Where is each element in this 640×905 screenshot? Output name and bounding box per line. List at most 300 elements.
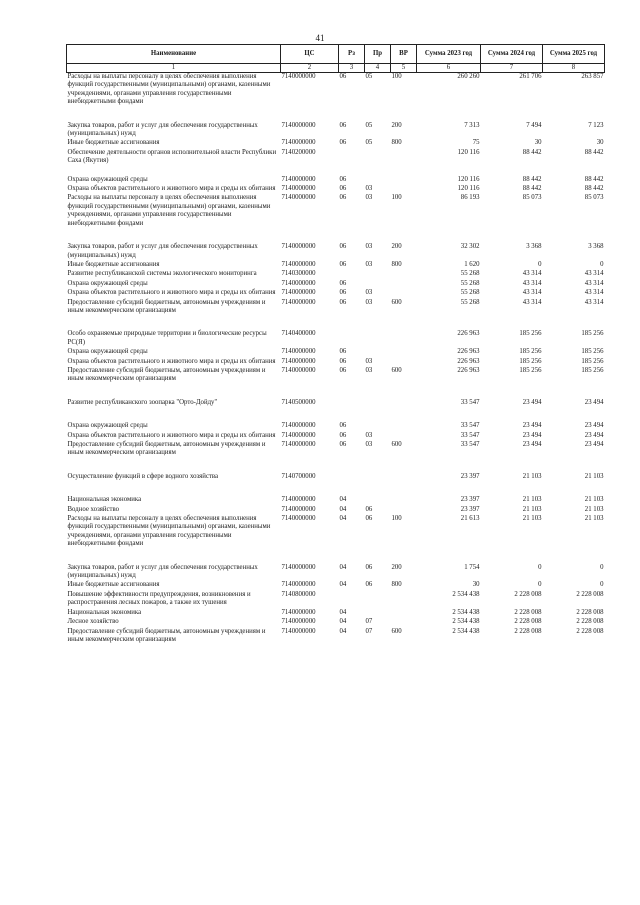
row-sum-2024: 88 442 bbox=[522, 175, 542, 183]
row-cs: 7140000000 bbox=[281, 422, 316, 430]
column-number: 4 bbox=[365, 64, 391, 73]
row-rz: 06 bbox=[339, 289, 347, 297]
row-rz: 06 bbox=[339, 185, 347, 193]
row-rz: 06 bbox=[339, 431, 347, 439]
row-pr bbox=[365, 591, 391, 609]
row-cs: 7140000000 bbox=[281, 139, 316, 147]
row-rz bbox=[339, 473, 365, 496]
row-sum-2024: 21 103 bbox=[522, 496, 542, 504]
row-cs: 7140000000 bbox=[281, 289, 316, 297]
row-sum-2024: 0 bbox=[538, 563, 542, 571]
row-vr: 800 bbox=[391, 581, 402, 589]
row-sum-2023: 55 268 bbox=[460, 270, 480, 278]
row-vr: 600 bbox=[391, 441, 402, 448]
row-rz: 06 bbox=[339, 441, 347, 448]
row-sum-2024: 3 368 bbox=[526, 243, 542, 251]
row-name: Охрана объектов растительного и животного мира и среды их обитания bbox=[67, 431, 276, 439]
row-name: Предоставление субсидий бюджетным, автономным учреждениям и иным некоммерческим организациям bbox=[67, 627, 266, 643]
row-pr: 03 bbox=[365, 194, 373, 202]
row-sum-2023: 32 302 bbox=[460, 243, 480, 251]
row-sum-2024: 21 103 bbox=[522, 505, 542, 513]
row-rz: 06 bbox=[339, 139, 347, 147]
row-sum-2025: 88 442 bbox=[584, 185, 604, 193]
row-cs: 7140000000 bbox=[281, 515, 316, 523]
row-sum-2024: 43 314 bbox=[522, 279, 542, 287]
table-row bbox=[67, 299, 605, 331]
row-pr: 03 bbox=[365, 366, 373, 374]
row-sum-2023: 21 613 bbox=[460, 515, 480, 523]
row-cs: 7140000000 bbox=[281, 243, 316, 251]
row-pr: 05 bbox=[365, 121, 373, 129]
row-vr: 600 bbox=[391, 366, 402, 374]
row-sum-2023: 120 116 bbox=[457, 185, 480, 193]
table-row bbox=[67, 348, 605, 357]
table-row bbox=[67, 618, 605, 627]
row-sum-2024: 185 256 bbox=[519, 330, 542, 338]
row-rz: 04 bbox=[339, 515, 347, 523]
row-name: Расходы на выплаты персоналу в целях обеспечения выполнения функций государственными (муниципальными) органами, казенными учреждениями, органами управления государственными внебюджетными фондами bbox=[67, 73, 271, 106]
row-sum-2023: 7 313 bbox=[464, 121, 480, 129]
row-sum-2025: 21 103 bbox=[584, 515, 604, 523]
row-name: Закупка товаров, работ и услуг для обеспечения государственных (муниципальных) нужд bbox=[67, 121, 258, 138]
row-sum-2024: 2 228 008 bbox=[514, 618, 542, 626]
row-vr bbox=[391, 609, 417, 618]
row-name: Водное хозяйство bbox=[67, 505, 120, 513]
row-rz bbox=[339, 399, 365, 422]
table-row bbox=[67, 441, 605, 473]
row-sum-2024: 43 314 bbox=[522, 270, 542, 278]
row-name: Охрана объектов растительного и животного мира и среды их обитания bbox=[67, 357, 276, 365]
column-number: 2 bbox=[281, 64, 339, 73]
row-rz: 06 bbox=[339, 366, 347, 374]
row-pr: 06 bbox=[365, 581, 373, 589]
row-cs: 7140300000 bbox=[281, 270, 316, 278]
table-row bbox=[67, 149, 605, 176]
row-pr bbox=[365, 609, 391, 618]
row-name: Охрана объектов растительного и животного мира и среды их обитания bbox=[67, 289, 276, 297]
row-sum-2025: 43 314 bbox=[584, 279, 604, 287]
row-cs: 7140000000 bbox=[281, 279, 316, 287]
table-body bbox=[67, 73, 605, 646]
table-row bbox=[67, 581, 605, 590]
row-name: Охрана окружающей среды bbox=[67, 422, 148, 430]
row-rz: 06 bbox=[339, 357, 347, 365]
row-vr: 600 bbox=[391, 298, 402, 306]
budget-table bbox=[66, 44, 605, 645]
table-row bbox=[67, 628, 605, 646]
row-cs: 7140000000 bbox=[281, 121, 316, 129]
row-pr bbox=[365, 422, 391, 431]
row-sum-2025: 185 256 bbox=[581, 330, 604, 338]
row-cs: 7140000000 bbox=[281, 627, 316, 635]
row-sum-2024: 185 256 bbox=[519, 357, 542, 365]
table-row bbox=[67, 194, 605, 243]
row-cs: 7140800000 bbox=[281, 590, 316, 598]
row-vr bbox=[391, 280, 417, 289]
row-cs: 7140000000 bbox=[281, 348, 316, 356]
column-number: 1 bbox=[67, 64, 281, 73]
row-vr bbox=[391, 591, 417, 609]
row-pr: 03 bbox=[365, 441, 373, 448]
row-sum-2023: 120 116 bbox=[457, 148, 480, 156]
row-sum-2024: 88 442 bbox=[522, 185, 542, 193]
row-cs: 7140000000 bbox=[281, 496, 316, 504]
row-pr bbox=[365, 473, 391, 496]
row-pr: 03 bbox=[365, 243, 373, 251]
row-name: Охрана окружающей среды bbox=[67, 279, 148, 287]
table-row bbox=[67, 432, 605, 441]
row-sum-2025: 43 314 bbox=[584, 270, 604, 278]
row-cs: 7140000000 bbox=[281, 175, 316, 183]
row-sum-2024: 23 494 bbox=[522, 422, 542, 430]
row-vr bbox=[391, 270, 417, 279]
row-sum-2024: 261 706 bbox=[519, 73, 542, 80]
column-number: 3 bbox=[339, 64, 365, 73]
row-rz: 06 bbox=[339, 298, 347, 306]
table-row bbox=[67, 139, 605, 148]
row-vr: 200 bbox=[391, 121, 402, 129]
row-sum-2023: 86 193 bbox=[460, 194, 480, 202]
row-name: Расходы на выплаты персоналу в целях обеспечения выполнения функций государственными (муниципальными) органами, казенными учреждениями, органами управления государственными внебюджетными фондами bbox=[67, 515, 271, 548]
header-pr: Пр bbox=[365, 45, 391, 64]
row-sum-2025: 43 314 bbox=[584, 289, 604, 297]
table-row bbox=[67, 473, 605, 496]
row-vr: 200 bbox=[391, 243, 402, 251]
row-sum-2025: 85 073 bbox=[584, 194, 604, 202]
row-cs: 7140000000 bbox=[281, 260, 316, 268]
row-vr: 100 bbox=[391, 194, 402, 202]
table-row bbox=[67, 289, 605, 298]
row-name: Закупка товаров, работ и услуг для обеспечения государственных (муниципальных) нужд bbox=[67, 563, 258, 580]
row-rz: 06 bbox=[339, 243, 347, 251]
row-name: Предоставление субсидий бюджетным, автономным учреждениям и иным некоммерческим организациям bbox=[67, 366, 266, 383]
row-sum-2025: 2 228 008 bbox=[576, 618, 604, 626]
header-row bbox=[67, 45, 605, 64]
row-vr bbox=[391, 348, 417, 357]
row-rz: 04 bbox=[339, 505, 347, 513]
row-cs: 7140000000 bbox=[281, 431, 316, 439]
row-vr bbox=[391, 618, 417, 627]
row-cs: 7140000000 bbox=[281, 581, 316, 589]
row-sum-2025: 43 314 bbox=[584, 298, 604, 306]
table-row bbox=[67, 422, 605, 431]
row-sum-2024: 2 228 008 bbox=[514, 608, 542, 616]
row-sum-2023: 33 547 bbox=[460, 398, 480, 406]
row-sum-2023: 260 260 bbox=[457, 73, 480, 80]
row-pr bbox=[365, 399, 391, 422]
row-pr bbox=[365, 348, 391, 357]
row-name: Охрана окружающей среды bbox=[67, 175, 148, 183]
row-pr: 03 bbox=[365, 260, 373, 268]
row-sum-2024: 30 bbox=[534, 139, 542, 147]
row-vr bbox=[391, 506, 417, 515]
row-cs: 7140500000 bbox=[281, 398, 316, 406]
row-sum-2025: 185 256 bbox=[581, 357, 604, 365]
row-sum-2024: 43 314 bbox=[522, 289, 542, 297]
column-number-row bbox=[67, 64, 605, 73]
table-row bbox=[67, 261, 605, 270]
row-sum-2023: 226 963 bbox=[457, 366, 480, 374]
row-name: Обеспечение деятельности органов исполнительной власти Республики Саха (Якутия) bbox=[67, 148, 277, 165]
row-vr bbox=[391, 432, 417, 441]
row-cs: 7140000000 bbox=[281, 194, 316, 202]
row-sum-2023: 2 534 438 bbox=[452, 608, 480, 616]
row-vr bbox=[391, 399, 417, 422]
row-rz: 06 bbox=[339, 348, 347, 356]
row-name: Осуществление функций в сфере водного хозяйства bbox=[67, 472, 219, 480]
row-sum-2025: 88 442 bbox=[584, 175, 604, 183]
row-cs: 7140400000 bbox=[281, 330, 316, 338]
column-number: 7 bbox=[481, 64, 543, 73]
row-sum-2024: 0 bbox=[538, 581, 542, 589]
row-sum-2023: 33 547 bbox=[460, 422, 480, 430]
row-vr: 600 bbox=[391, 627, 402, 635]
row-sum-2024: 2 228 008 bbox=[514, 590, 542, 598]
row-name: Национальная экономика bbox=[67, 496, 142, 504]
row-rz: 04 bbox=[339, 496, 347, 504]
row-pr: 03 bbox=[365, 185, 373, 193]
row-sum-2024: 185 256 bbox=[519, 348, 542, 356]
row-sum-2024: 21 103 bbox=[522, 515, 542, 523]
row-name: Особо охраняемые природные территории и биологические ресурсы РС(Я) bbox=[67, 330, 267, 346]
table-row bbox=[67, 280, 605, 289]
row-rz bbox=[339, 591, 365, 609]
row-name: Предоставление субсидий бюджетным, автономным учреждениям и иным некоммерческим организациям bbox=[67, 441, 266, 457]
row-sum-2025: 0 bbox=[600, 581, 604, 589]
row-vr: 100 bbox=[391, 515, 402, 523]
row-sum-2023: 30 bbox=[472, 581, 480, 589]
row-rz: 04 bbox=[339, 608, 347, 616]
row-sum-2024: 23 494 bbox=[522, 441, 542, 448]
row-cs: 7140000000 bbox=[281, 441, 316, 448]
row-sum-2025: 88 442 bbox=[584, 148, 604, 156]
row-name: Расходы на выплаты персоналу в целях обеспечения выполнения функций государственными (муниципальными) органами, казенными учреждениями, органами управления государственными внебюджетными фондами bbox=[67, 194, 271, 227]
row-cs: 7140000000 bbox=[281, 505, 316, 513]
row-sum-2024: 23 494 bbox=[522, 398, 542, 406]
row-pr: 03 bbox=[365, 289, 373, 297]
table-row bbox=[67, 330, 605, 348]
row-cs: 7140000000 bbox=[281, 618, 316, 626]
row-sum-2023: 226 963 bbox=[457, 348, 480, 356]
row-cs: 7140000000 bbox=[281, 608, 316, 616]
header-rz: Рз bbox=[339, 45, 365, 64]
row-rz: 06 bbox=[339, 422, 347, 430]
row-sum-2023: 23 397 bbox=[460, 496, 480, 504]
row-cs: 7140000000 bbox=[281, 73, 316, 80]
row-sum-2023: 55 268 bbox=[460, 279, 480, 287]
row-vr bbox=[391, 149, 417, 176]
row-vr bbox=[391, 496, 417, 505]
row-sum-2025: 185 256 bbox=[581, 348, 604, 356]
column-number: 8 bbox=[543, 64, 605, 73]
row-sum-2025: 21 103 bbox=[584, 472, 604, 480]
header-cs: ЦС bbox=[281, 45, 339, 64]
row-name: Охрана объектов растительного и животного мира и среды их обитания bbox=[67, 185, 276, 193]
row-rz bbox=[339, 270, 365, 279]
row-cs: 7140000000 bbox=[281, 185, 316, 193]
row-sum-2023: 226 963 bbox=[457, 330, 480, 338]
row-vr bbox=[391, 330, 417, 348]
row-sum-2023: 1 620 bbox=[464, 260, 480, 268]
row-pr: 07 bbox=[365, 627, 373, 635]
row-pr: 03 bbox=[365, 431, 373, 439]
row-sum-2025: 2 228 008 bbox=[576, 590, 604, 598]
row-pr: 05 bbox=[365, 139, 373, 147]
row-pr bbox=[365, 280, 391, 289]
row-name: Иные бюджетные ассигнования bbox=[67, 260, 160, 268]
row-name: Закупка товаров, работ и услуг для обеспечения государственных (муниципальных) нужд bbox=[67, 243, 258, 259]
table-row bbox=[67, 367, 605, 399]
header-sum-2023: Сумма 2023 год bbox=[417, 45, 481, 64]
row-sum-2025: 0 bbox=[600, 260, 604, 268]
row-sum-2023: 2 534 438 bbox=[452, 627, 480, 635]
row-pr bbox=[365, 149, 391, 176]
row-cs: 7140000000 bbox=[281, 357, 316, 365]
row-vr bbox=[391, 422, 417, 431]
row-sum-2025: 21 103 bbox=[584, 496, 604, 504]
row-pr bbox=[365, 176, 391, 185]
row-sum-2023: 75 bbox=[472, 139, 480, 147]
column-number: 6 bbox=[417, 64, 481, 73]
row-rz: 04 bbox=[339, 581, 347, 589]
row-sum-2024: 21 103 bbox=[522, 472, 542, 480]
row-pr: 06 bbox=[365, 515, 373, 523]
row-sum-2023: 55 268 bbox=[460, 289, 480, 297]
row-name: Развитие республиканского зоопарка "Орто-Дойду" bbox=[67, 398, 218, 406]
header-sum-2024: Сумма 2024 год bbox=[481, 45, 543, 64]
column-number: 5 bbox=[391, 64, 417, 73]
row-sum-2025: 21 103 bbox=[584, 505, 604, 513]
row-sum-2023: 33 547 bbox=[460, 431, 480, 439]
row-sum-2025: 23 494 bbox=[584, 441, 604, 448]
row-pr bbox=[365, 496, 391, 505]
row-cs: 7140000000 bbox=[281, 298, 316, 306]
row-name: Национальная экономика bbox=[67, 608, 142, 616]
row-sum-2024: 43 314 bbox=[522, 298, 542, 306]
row-name: Предоставление субсидий бюджетным, автономным учреждениям и иным некоммерческим организациям bbox=[67, 298, 266, 314]
row-sum-2025: 3 368 bbox=[588, 243, 604, 251]
row-rz: 06 bbox=[339, 279, 347, 287]
page-number: 41 bbox=[315, 33, 325, 43]
row-rz: 06 bbox=[339, 194, 347, 202]
row-cs: 7140200000 bbox=[281, 148, 316, 156]
row-sum-2023: 120 116 bbox=[457, 175, 480, 183]
table-row bbox=[67, 176, 605, 185]
row-sum-2025: 2 228 008 bbox=[576, 608, 604, 616]
table-row bbox=[67, 496, 605, 505]
row-sum-2024: 2 228 008 bbox=[514, 627, 542, 635]
row-sum-2025: 7 123 bbox=[588, 121, 604, 129]
row-name: Иные бюджетные ассигнования bbox=[67, 139, 160, 147]
table-row bbox=[67, 564, 605, 582]
row-rz: 06 bbox=[339, 260, 347, 268]
row-vr bbox=[391, 473, 417, 496]
row-rz: 04 bbox=[339, 563, 347, 571]
row-cs: 7140000000 bbox=[281, 366, 316, 374]
row-sum-2023: 23 397 bbox=[460, 472, 480, 480]
row-sum-2025: 0 bbox=[600, 563, 604, 571]
row-sum-2024: 23 494 bbox=[522, 431, 542, 439]
row-rz bbox=[339, 330, 365, 348]
row-sum-2024: 0 bbox=[538, 260, 542, 268]
row-sum-2024: 88 442 bbox=[522, 148, 542, 156]
row-rz: 06 bbox=[339, 121, 347, 129]
table-row bbox=[67, 609, 605, 618]
header-sum-2025: Сумма 2025 год bbox=[543, 45, 605, 64]
row-pr: 07 bbox=[365, 618, 373, 626]
row-sum-2023: 23 397 bbox=[460, 505, 480, 513]
row-name: Иные бюджетные ассигнования bbox=[67, 581, 160, 589]
row-sum-2025: 263 857 bbox=[581, 73, 604, 80]
row-sum-2025: 185 256 bbox=[581, 366, 604, 374]
row-name: Охрана окружающей среды bbox=[67, 348, 148, 356]
row-name: Повышение эффективности предупреждения, возникновения и распространения лесных пожаров, а также их тушения bbox=[67, 590, 251, 607]
row-rz: 04 bbox=[339, 618, 347, 626]
table-row bbox=[67, 399, 605, 422]
row-sum-2025: 23 494 bbox=[584, 422, 604, 430]
row-sum-2023: 2 534 438 bbox=[452, 618, 480, 626]
row-name: Развитие республиканской системы экологического мониторинга bbox=[67, 270, 257, 278]
row-sum-2025: 2 228 008 bbox=[576, 627, 604, 635]
row-rz: 06 bbox=[339, 175, 347, 183]
table-row bbox=[67, 185, 605, 194]
table-row bbox=[67, 358, 605, 367]
row-pr: 06 bbox=[365, 563, 373, 571]
row-rz: 06 bbox=[339, 73, 347, 80]
row-pr: 05 bbox=[365, 73, 373, 80]
table-row bbox=[67, 515, 605, 564]
table-row bbox=[67, 591, 605, 609]
row-cs: 7140000000 bbox=[281, 563, 316, 571]
table-row bbox=[67, 506, 605, 515]
row-vr bbox=[391, 358, 417, 367]
row-sum-2024: 185 256 bbox=[519, 366, 542, 374]
row-sum-2023: 55 268 bbox=[460, 298, 480, 306]
row-sum-2023: 2 534 438 bbox=[452, 590, 480, 598]
row-pr bbox=[365, 270, 391, 279]
row-sum-2025: 30 bbox=[596, 139, 604, 147]
row-pr: 03 bbox=[365, 357, 373, 365]
row-vr: 100 bbox=[391, 73, 402, 80]
header-name: Наименование bbox=[67, 45, 281, 64]
table-row bbox=[67, 243, 605, 261]
header-vr: ВР bbox=[391, 45, 417, 64]
row-sum-2024: 7 494 bbox=[526, 121, 542, 129]
table-row bbox=[67, 270, 605, 279]
row-vr bbox=[391, 176, 417, 185]
table-row bbox=[67, 122, 605, 140]
row-name: Лесное хозяйство bbox=[67, 618, 119, 626]
row-vr: 800 bbox=[391, 139, 402, 147]
row-vr: 800 bbox=[391, 260, 402, 268]
row-vr bbox=[391, 289, 417, 298]
row-vr: 200 bbox=[391, 563, 402, 571]
row-sum-2025: 23 494 bbox=[584, 398, 604, 406]
row-vr bbox=[391, 185, 417, 194]
row-rz bbox=[339, 149, 365, 176]
row-sum-2025: 23 494 bbox=[584, 431, 604, 439]
row-sum-2024: 85 073 bbox=[522, 194, 542, 202]
row-pr: 03 bbox=[365, 298, 373, 306]
table-row bbox=[67, 73, 605, 122]
row-sum-2023: 226 963 bbox=[457, 357, 480, 365]
row-pr bbox=[365, 330, 391, 348]
row-sum-2023: 1 754 bbox=[464, 563, 480, 571]
row-rz: 04 bbox=[339, 627, 347, 635]
row-cs: 7140700000 bbox=[281, 472, 316, 480]
row-sum-2023: 33 547 bbox=[460, 441, 480, 448]
row-pr: 06 bbox=[365, 505, 373, 513]
